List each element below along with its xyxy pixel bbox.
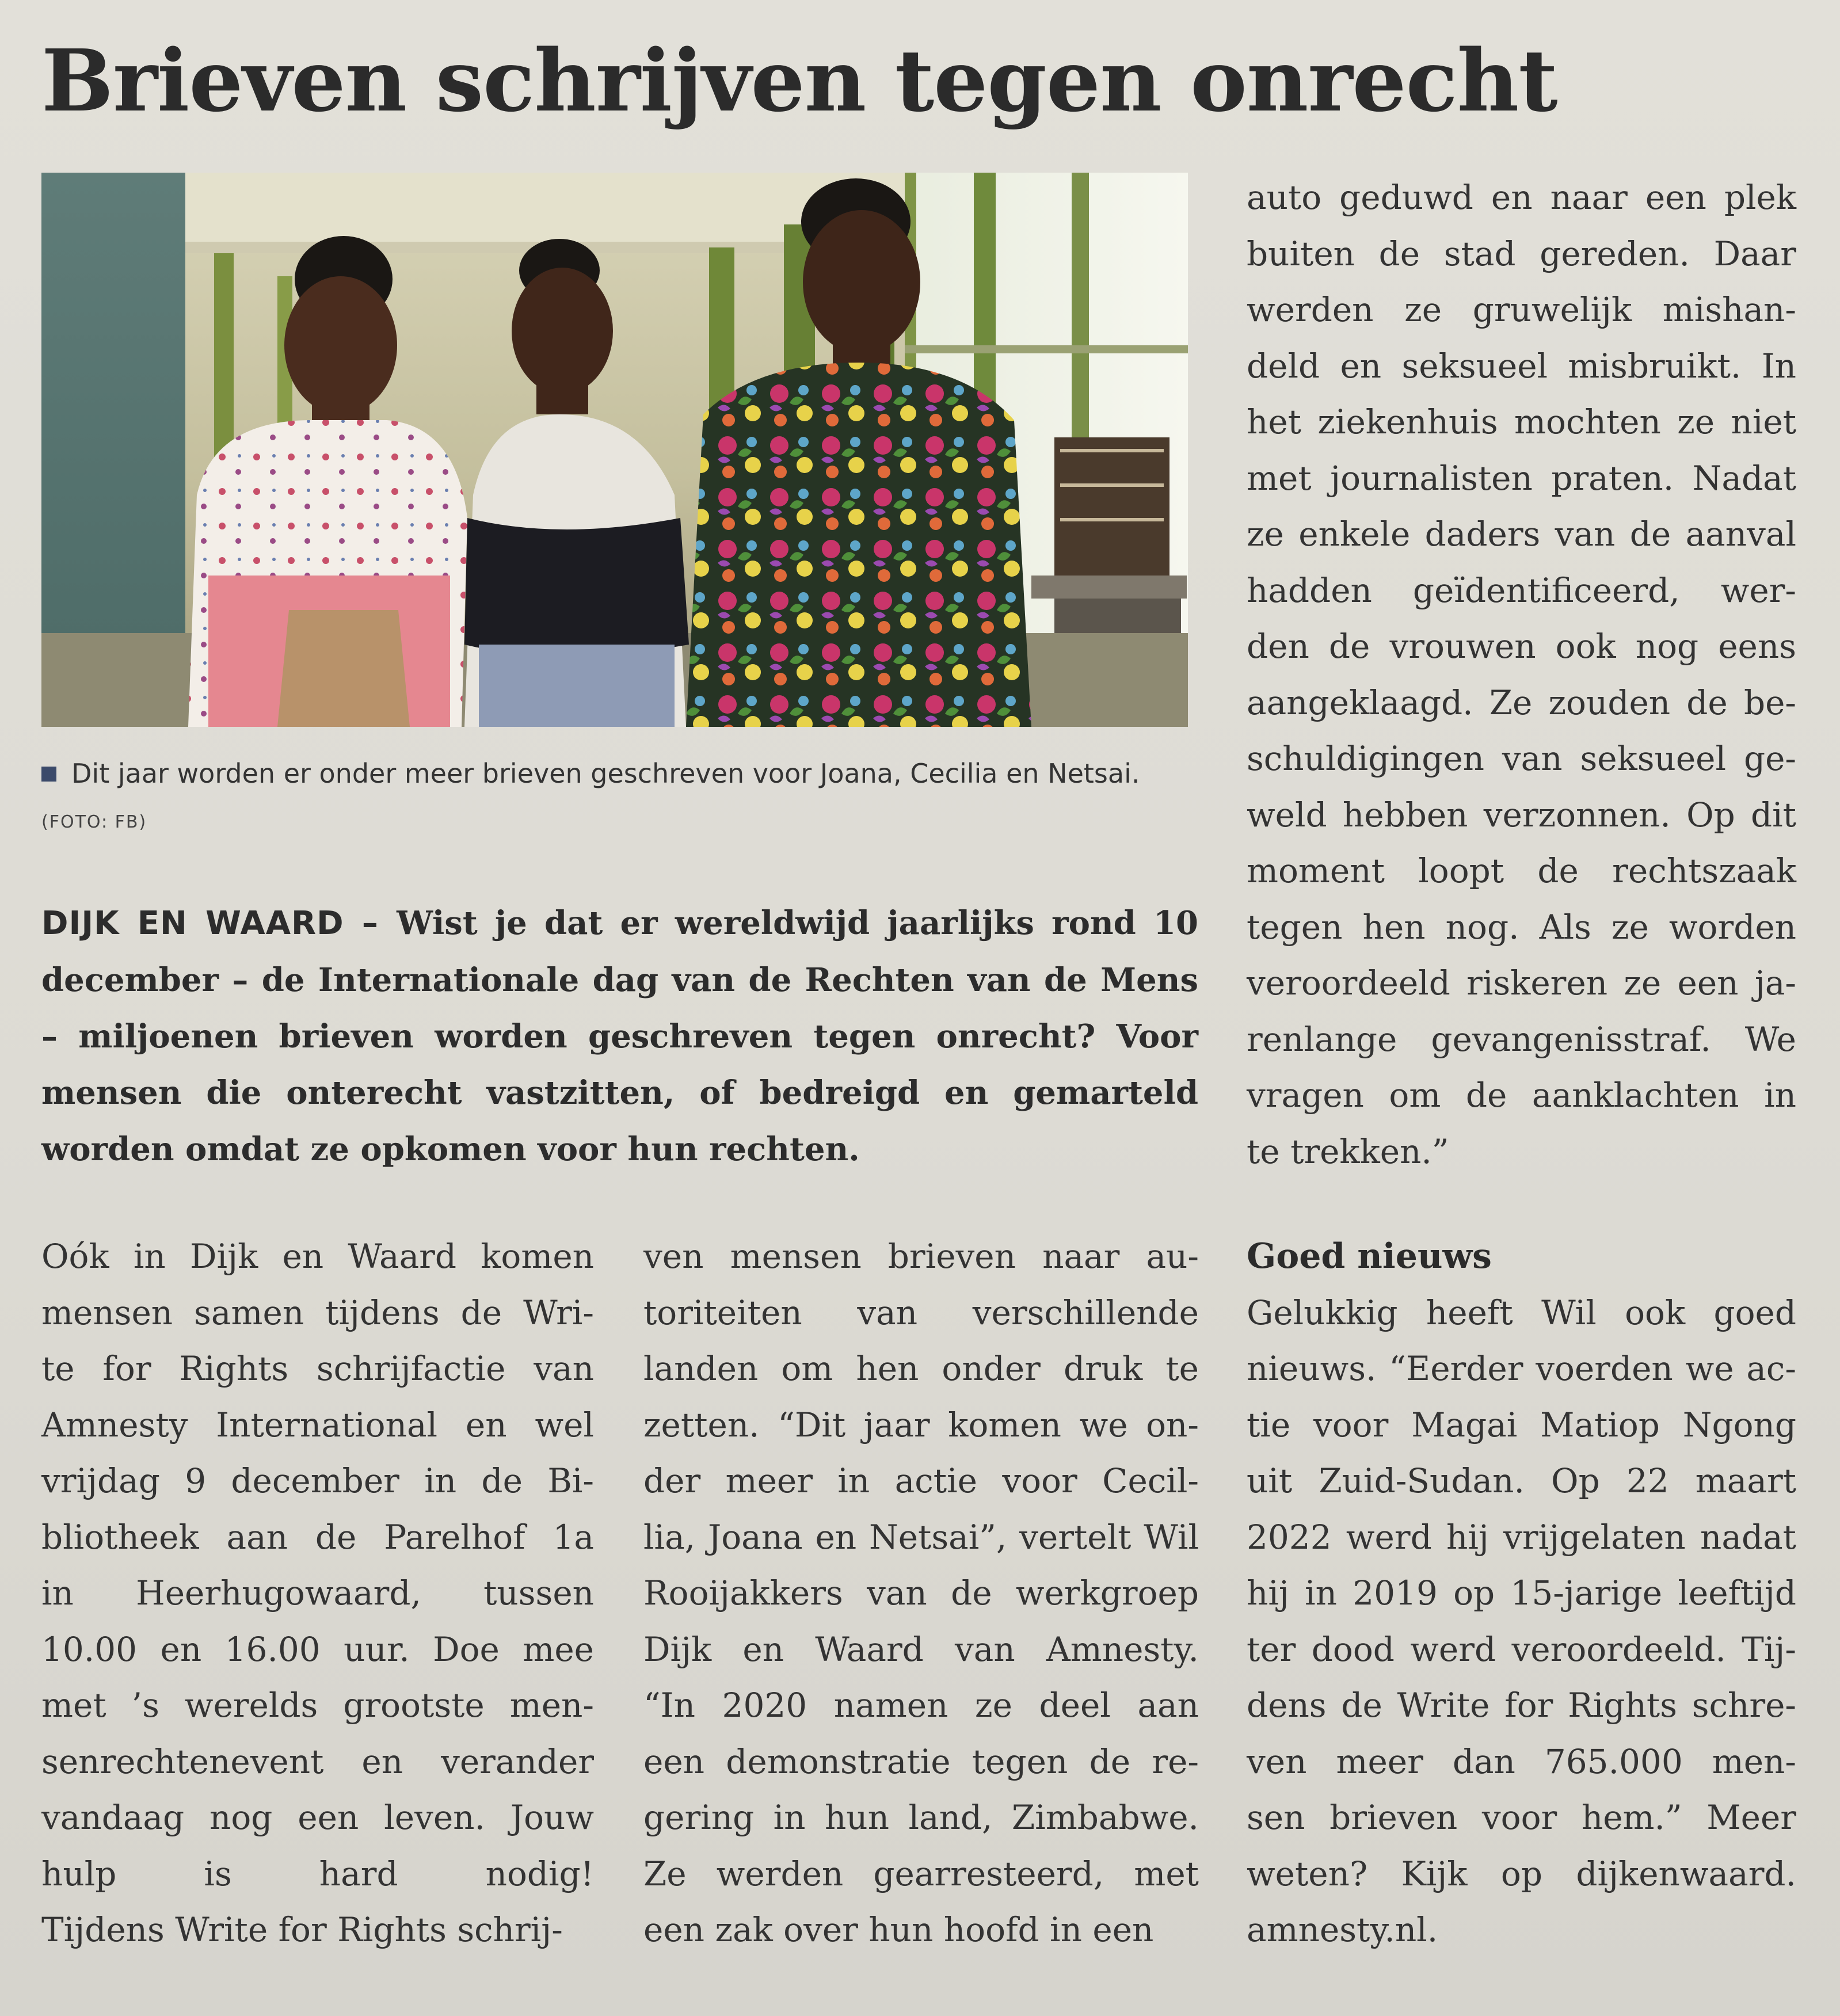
text-line: ven mensen brieven naar au- [643,1237,1199,1276]
article-photo [41,173,1188,727]
good-news-text [1247,1285,1796,1958]
text-line: nieuws. “Eerder voerden we ac- [1247,1349,1796,1388]
text-line: een demonstratie tegen de re- [643,1741,1199,1781]
text-line: der meer in actie voor Cecil- [643,1461,1199,1500]
text-line: lia, Joana en Netsai”, vertelt Wil [643,1517,1199,1557]
text-line: weld hebben verzonnen. Op dit [1247,795,1796,834]
text-line: dens de Write for Rights schre- [1247,1686,1796,1725]
photo-caption [41,751,1193,845]
text-line: tegen hen nog. Als ze worden [1247,907,1796,947]
text-line: aangeklaagd. Ze zouden de be- [1247,683,1796,722]
text-line: toriteiten van verschillende [643,1293,1199,1332]
headline: Brieven schrijven tegen onrecht [41,31,1557,131]
text-line: te trekken.” [1247,1131,1449,1171]
text-line: hulp is hard nodig! [41,1854,594,1893]
text-line: weten? Kijk op dijkenwaard. [1247,1854,1796,1893]
text-line: moment loopt de rechtszaak [1247,851,1796,890]
text-line: landen om hen onder druk te [643,1349,1199,1388]
text-line: auto geduwd en naar een plek [1247,178,1796,217]
text-line: amnesty.nl. [1247,1910,1438,1949]
text-line: deld en seksueel misbruikt. In [1247,346,1796,386]
text-line: in Heerhugowaard, tussen [41,1573,594,1613]
text-line: den de vrouwen ook nog eens [1247,627,1796,666]
text-line: Ze werden gearresteerd, met [643,1854,1199,1893]
text-line: zetten. “Dit jaar komen we on- [643,1405,1199,1445]
text-line: vragen om de aanklachten in [1247,1076,1796,1115]
text-line: Tijdens Write for Rights schrij- [41,1910,563,1949]
text-line: met ’s werelds grootste men- [41,1686,594,1725]
text-line: tie voor Magai Matiop Ngong [1247,1405,1796,1445]
text-line: met journalisten praten. Nadat [1247,458,1796,498]
text-line: werden ze gruwelijk mishan- [1247,290,1796,329]
text-line: het ziekenhuis mochten ze niet [1247,402,1796,441]
caption-bullet-icon [41,767,56,782]
text-line: Oók in Dijk en Waard komen [41,1237,594,1276]
photo-three-women-illustration [41,173,1188,727]
text-line: Gelukkig heeft Wil ook goed [1247,1293,1796,1332]
text-line: “In 2020 namen ze deel aan [643,1686,1199,1725]
body-column-3-bottom [1247,1229,1796,1958]
text-line: hadden geïdentificeerd, wer- [1247,570,1796,610]
text-line: Dijk en Waard van Amnesty. [643,1629,1199,1669]
text-line: sen brieven voor hem.” Meer [1247,1798,1796,1837]
text-line: Amnesty International en wel [41,1405,594,1445]
text-line: schuldigingen van seksueel ge- [1247,739,1796,778]
text-line: senrechtenevent en verander [41,1741,594,1781]
text-line: bliotheek aan de Parelhof 1a [41,1517,594,1557]
text-line: renlange gevangenisstraf. We [1247,1019,1796,1059]
subhead-good-news: Goed nieuws [1247,1236,1492,1276]
article-intro [41,895,1198,1177]
text-line: vrijdag 9 december in de Bi- [41,1461,594,1500]
text-line: hij in 2019 op 15-jarige leeftijd [1247,1573,1796,1613]
dateline: DIJK EN WAARD – [41,905,397,942]
text-line: 10.00 en 16.00 uur. Doe mee [41,1629,594,1669]
text-line: te for Rights schrijfactie van [41,1349,594,1388]
body-column-3-top [1247,170,1796,1180]
body-column-1 [41,1229,594,1958]
text-line: ter dood werd veroordeeld. Tij- [1247,1629,1796,1669]
text-line: Rooijakkers van de werkgroep [643,1573,1199,1613]
text-line: een zak over hun hoofd in een [643,1910,1154,1949]
text-line: gering in hun land, Zimbabwe. [643,1798,1199,1837]
text-line: veroordeeld riskeren ze een ja- [1247,963,1796,1003]
text-line: ven meer dan 765.000 men- [1247,1741,1796,1781]
body-column-2 [643,1229,1199,1958]
text-line: buiten de stad gereden. Daar [1247,234,1796,273]
text-line: uit Zuid-Sudan. Op 22 maart [1247,1461,1796,1500]
intro-text: Wist je dat er wereldwijd jaarlijks rond 10 december – de Internationale dag van de Rechten van de Mens – miljoenen brieven worden geschreven tegen onrecht? Voor mensen die onterecht vastzitten, of bedreigd en gemarteld worden omdat ze opkomen voor hun rechten. [41,904,1198,1168]
photo-credit: (FOTO: FB) [41,812,147,832]
text-line: vandaag nog een leven. Jouw [41,1798,594,1837]
text-line: 2022 werd hij vrijgelaten nadat [1247,1517,1796,1557]
caption-text: Dit jaar worden er onder meer brieven geschreven voor Joana, Cecilia en Netsai. [71,758,1140,789]
text-line: ze enkele daders van de aanval [1247,515,1796,554]
text-line: mensen samen tijdens de Wri- [41,1293,594,1332]
